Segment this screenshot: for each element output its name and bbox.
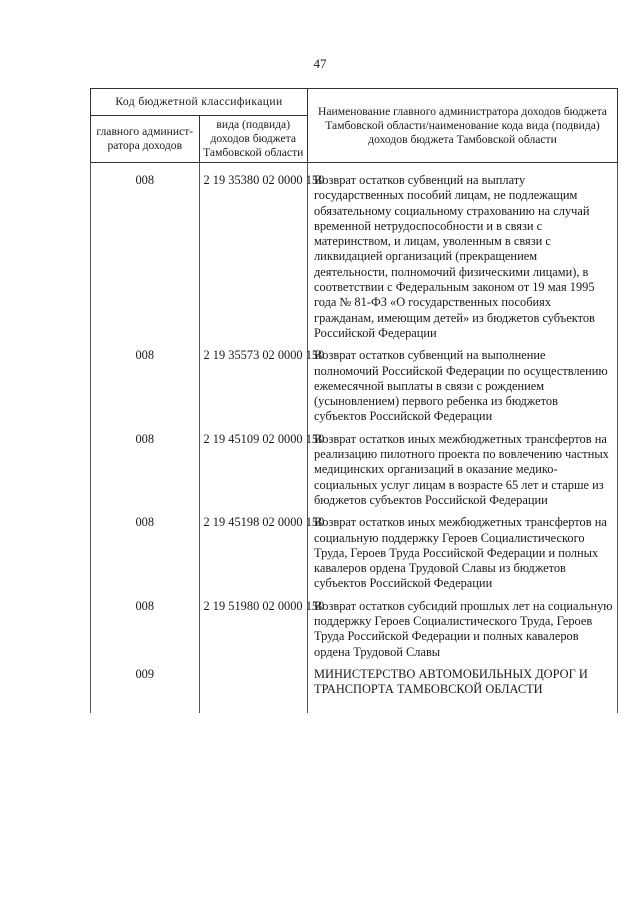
income-name-cell: Возврат остатков субвенций на выплату государственных пособий лицам, не подлежащим обязательному социальному страхованию на случай временной нетрудоспособности и в связи с материнством, и лицам, уволенным в связи с ликвидацией организаций (прекращением деятельности, полномочий физическими лицами), в соответствии с Федеральным законом от 19 мая 1995 года № 81-ФЗ «О государственных пособиях гражданам, имеющим детей» из бюджетов субъектов Российской Федерации — [308, 163, 618, 342]
table-header — [91, 89, 618, 163]
table-body — [91, 163, 618, 713]
table-row — [91, 425, 618, 508]
income-name-cell: Возврат остатков иных межбюджетных трансфертов на реализацию пилотного проекта по вовлечению частных медицинских организаций в оказание медико-социальных услуг лицам в возрасте 65 лет и старше из бюджетов субъектов Российской Федерации — [308, 425, 618, 508]
income-name-cell: Возврат остатков субсидий прошлых лет на социальную поддержку Героев Социалистического Труда, Героев Труда Российской Федерации и полных кавалеров ордена Трудовой Славы — [308, 592, 618, 660]
header-code-column: вида (подвида) доходов бюджета Тамбовской области — [199, 116, 308, 163]
income-name-cell: Возврат остатков субвенций на выполнение полномочий Российской Федерации по осуществлению ежемесячной выплаты в связи с рождением (усыновлением) первого ребенка из бюджетов субъектов Российской Федерации — [308, 341, 618, 424]
admin-code-cell: 008 — [91, 592, 200, 660]
table-row — [91, 163, 618, 342]
income-code-cell: 2 19 35380 02 0000 150 — [199, 163, 308, 342]
income-code-cell: 2 19 51980 02 0000 150 — [199, 592, 308, 660]
table-row — [91, 660, 618, 713]
admin-code-cell: 009 — [91, 660, 200, 713]
table-row — [91, 508, 618, 591]
header-name-column: Наименование главного администратора доходов бюджета Тамбовской области/наименование кода вида (подвида) доходов бюджета Тамбовской области — [308, 89, 618, 163]
income-name-cell: Возврат остатков иных межбюджетных трансфертов на социальную поддержку Героев Социалистического Труда, Героев Труда Российской Федерации и полных кавалеров ордена Трудовой Славы из бюджетов субъектов Российской Федерации — [308, 508, 618, 591]
table-row — [91, 341, 618, 424]
table-row — [91, 592, 618, 660]
header-budget-classification-code: Код бюджетной классификации — [91, 89, 308, 116]
header-row-group — [91, 89, 618, 116]
admin-code-cell: 008 — [91, 341, 200, 424]
admin-code-cell: 008 — [91, 163, 200, 342]
admin-code-cell: 008 — [91, 508, 200, 591]
income-code-cell — [199, 660, 308, 713]
income-code-cell: 2 19 45198 02 0000 150 — [199, 508, 308, 591]
admin-code-cell: 008 — [91, 425, 200, 508]
ministry-name-cell: МИНИСТЕРСТВО АВТОМОБИЛЬНЫХ ДОРОГ И ТРАНСПОРТА ТАМБОВСКОЙ ОБЛАСТИ — [308, 660, 618, 713]
page-number: 47 — [313, 56, 327, 71]
budget-classification-table — [90, 88, 618, 713]
income-code-cell: 2 19 45109 02 0000 150 — [199, 425, 308, 508]
header-admin-column: главного админист-ратора доходов — [91, 116, 200, 163]
income-code-cell: 2 19 35573 02 0000 150 — [199, 341, 308, 424]
